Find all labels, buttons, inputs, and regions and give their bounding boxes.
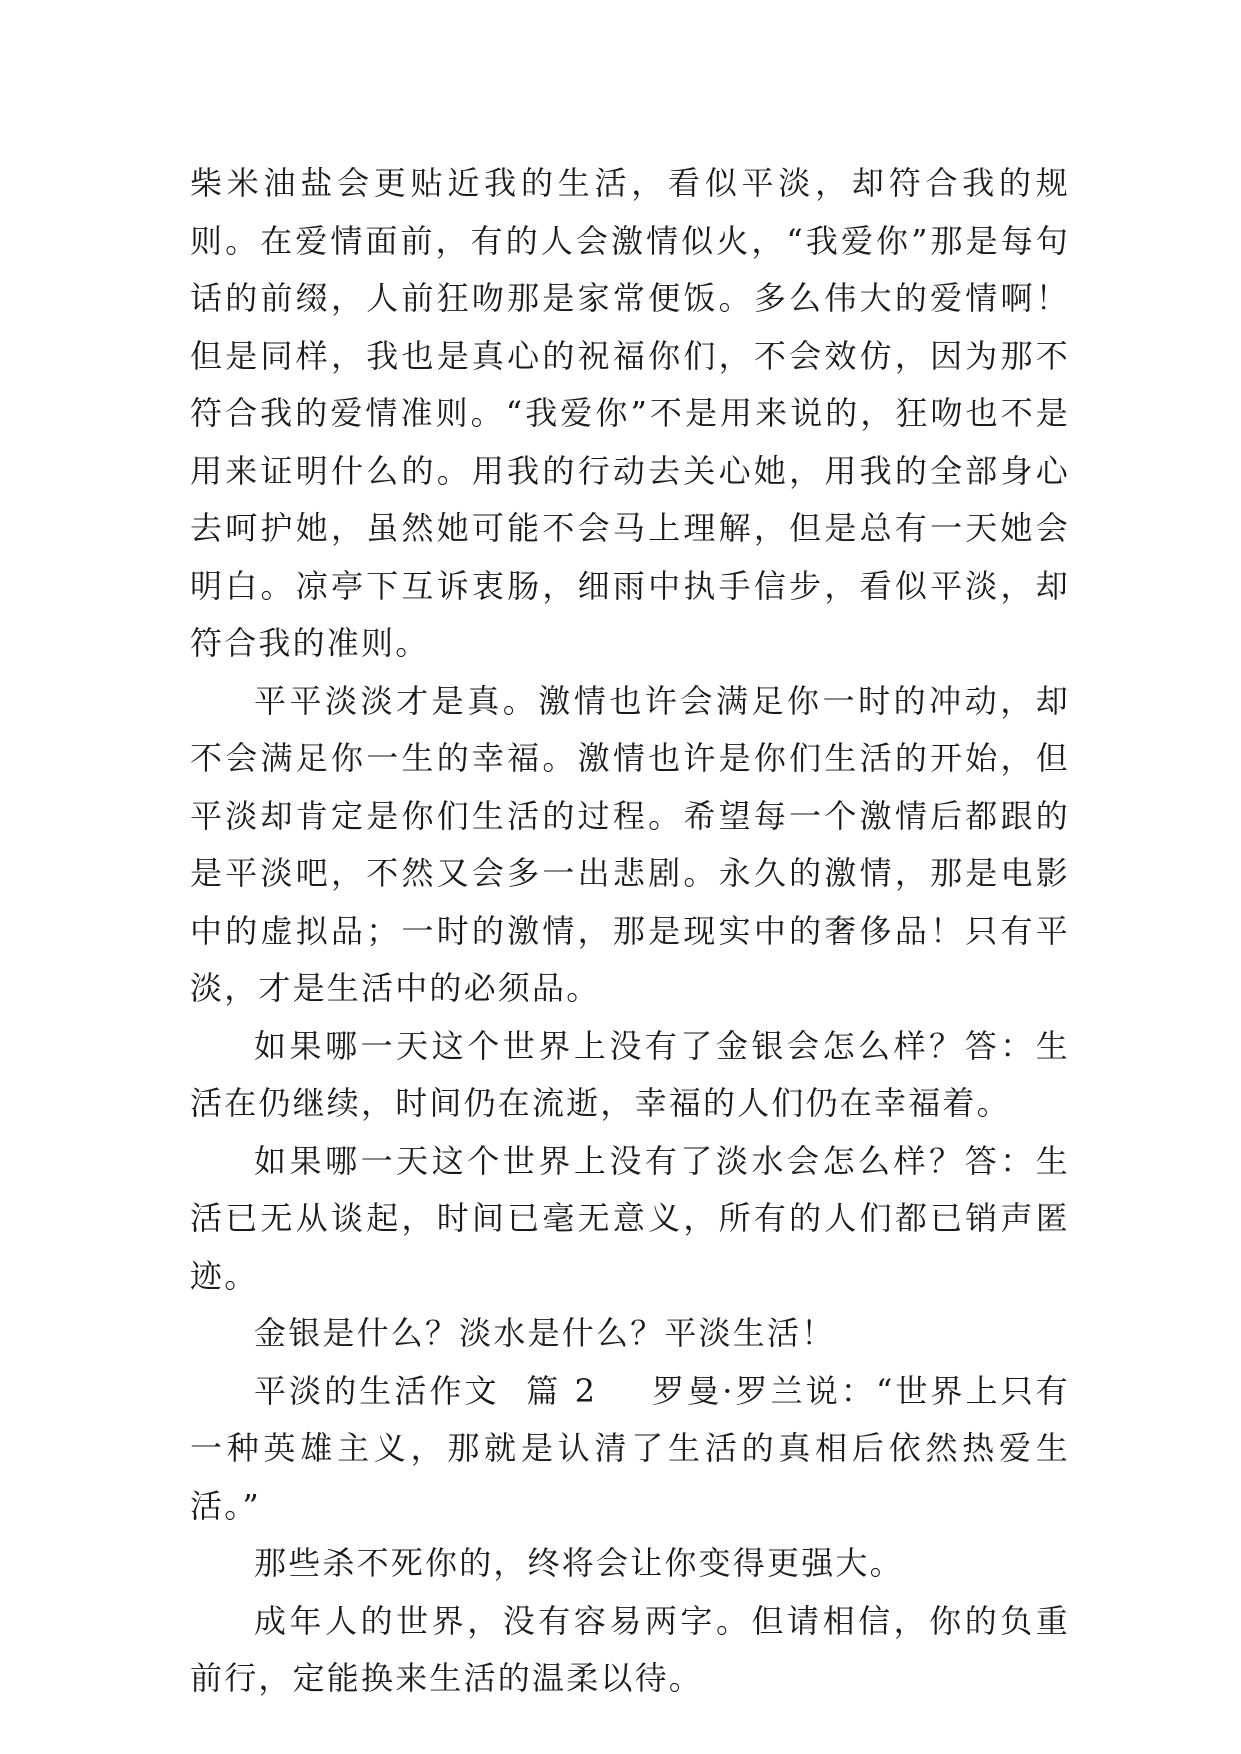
paragraph-3: 如果哪一天这个世界上没有了金银会怎么样？答：生活在仍继续，时间仍在流逝，幸福的人们仍在幸福着。 [190, 1026, 1070, 1122]
essay-number: 篇 2 [526, 1371, 598, 1410]
document-body [190, 155, 1070, 1708]
essay-heading-paragraph [190, 1363, 1070, 1536]
paragraph-1: 柴米油盐会更贴近我的生活，看似平淡，却符合我的规则。在爱情面前，有的人会激情似火，“我爱你”那是每句话的前缀，人前狂吻那是家常便饭。多么伟大的爱情啊！但是同样，我也是真心的祝福你们，不会效仿，因为那不符合我的爱情准则。“我爱你”不是用来说的，狂吻也不是用来证明什么的。用我的行动去关心她，用我的全部身心去呵护她，虽然她可能不会马上理解，但是总有一天她会明白。凉亭下互诉衷肠，细雨中执手信步，看似平淡，却符合我的准则。 [190, 164, 1070, 662]
paragraph-2: 平平淡淡才是真。激情也许会满足你一时的冲动，却不会满足你一生的幸福。激情也许是你们生活的开始，但平淡却肯定是你们生活的过程。希望每一个激情后都跟的是平淡吧，不然又会多一出悲剧。永久的激情，那是电影中的虚拟品；一时的激情，那是现实中的奢侈品！只有平淡，才是生活中的必须品。 [190, 681, 1070, 1007]
heading-paragraph-text: 罗曼·罗兰说：“世界上只有一种英雄主义，那就是认清了生活的真相后依然热爱生活。” [190, 1371, 1070, 1525]
paragraph-4: 如果哪一天这个世界上没有了淡水会怎么样？答：生活已无从谈起，时间已毫无意义，所有的人们都已销声匿迹。 [190, 1141, 1070, 1295]
paragraph-5: 金银是什么？淡水是什么？平淡生活！ [254, 1314, 836, 1352]
essay-title: 平淡的生活作文 [254, 1371, 500, 1410]
paragraph-8: 成年人的世界，没有容易两字。但请相信，你的负重前行，定能换来生活的温柔以待。 [190, 1601, 1070, 1697]
paragraph-7: 那些杀不死你的，终将会让你变得更强大。 [254, 1544, 904, 1582]
